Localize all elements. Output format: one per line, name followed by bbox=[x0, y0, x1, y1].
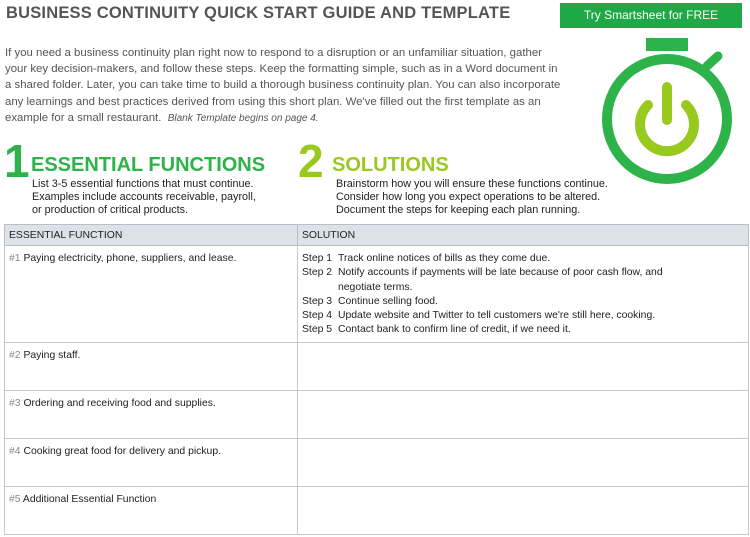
page-title: BUSINESS CONTINUITY QUICK START GUIDE AND TEMPLATE bbox=[6, 4, 511, 22]
step-label: Step 5 bbox=[302, 324, 333, 336]
table-row bbox=[5, 439, 749, 487]
step-text: Track online notices of bills as they come due. bbox=[338, 253, 551, 264]
table-row bbox=[5, 487, 749, 535]
table-row bbox=[5, 246, 749, 343]
function-text: Paying staff. bbox=[23, 350, 81, 361]
function-text: Additional Essential Function bbox=[22, 494, 157, 505]
step-label: Step 2 bbox=[302, 267, 333, 279]
header-solution: SOLUTION bbox=[298, 225, 749, 246]
continuity-table bbox=[4, 224, 749, 535]
intro-note: Blank Template begins on page 4. bbox=[167, 112, 319, 124]
solution-cell[interactable] bbox=[298, 343, 749, 391]
solution-cell[interactable] bbox=[298, 246, 749, 343]
step-text: Continue selling food. bbox=[338, 295, 438, 307]
row-number: #2 bbox=[9, 350, 21, 361]
step-label: Step 4 bbox=[302, 310, 333, 322]
table-row bbox=[5, 391, 749, 439]
power-stopwatch-icon bbox=[598, 36, 748, 186]
step-text: Contact bank to confirm line of credit, if we need it. bbox=[338, 324, 571, 336]
section-2-number: 2 bbox=[298, 135, 324, 187]
solution-step bbox=[302, 295, 744, 309]
solution-cell[interactable] bbox=[298, 391, 749, 439]
solution-cell[interactable] bbox=[298, 487, 749, 535]
solution-step bbox=[302, 266, 744, 295]
intro-paragraph bbox=[5, 45, 565, 127]
function-cell[interactable] bbox=[5, 487, 298, 535]
function-text: Paying electricity, phone, suppliers, and lease. bbox=[23, 253, 237, 264]
section-1-number: 1 bbox=[4, 135, 30, 187]
solution-step bbox=[302, 323, 744, 337]
solution-step bbox=[302, 252, 744, 266]
function-text: Ordering and receiving food and supplies. bbox=[23, 398, 216, 409]
step-text: Notify accounts if payments will be late because of poor cash flow, and negotiate terms. bbox=[338, 267, 663, 293]
section-2-description: Brainstorm how you will ensure these functions continue. Consider how long you expect operations to be altered. Document the steps for keeping each plan running. bbox=[336, 178, 608, 216]
row-number: #4 bbox=[9, 446, 21, 457]
row-number: #3 bbox=[9, 398, 21, 409]
intro-text: If you need a business continuity plan right now to respond to a disruption or an unfamiliar situation, gather your key decision-makers, and follow these steps. Keep the formatting simple, such as in a Word document in a shared folder. Later, you can take time to build a thorough business continuity plan. You can also incorporate any learnings and best practices derived from using this short plan. We've filled out the first template as an example for a small restaurant. bbox=[5, 47, 561, 124]
function-cell[interactable] bbox=[5, 246, 298, 343]
section-1-description: List 3-5 essential functions that must continue. Examples include accounts receivable, payroll, or production of critical products. bbox=[32, 178, 256, 216]
step-text: Update website and Twitter to tell customers we're still here, cooking. bbox=[338, 310, 656, 322]
table-row bbox=[5, 343, 749, 391]
function-text: Cooking great food for delivery and pickup. bbox=[23, 446, 221, 457]
header-essential-function: ESSENTIAL FUNCTION bbox=[5, 225, 298, 246]
table-header-row bbox=[5, 225, 749, 246]
row-number: #1 bbox=[9, 253, 21, 264]
step-label: Step 3 bbox=[302, 295, 333, 307]
function-cell[interactable] bbox=[5, 343, 298, 391]
function-cell[interactable] bbox=[5, 391, 298, 439]
section-1-title: ESSENTIAL FUNCTIONS bbox=[31, 154, 266, 176]
solution-step bbox=[302, 309, 744, 323]
step-label: Step 1 bbox=[302, 253, 333, 264]
solution-cell[interactable] bbox=[298, 439, 749, 487]
try-smartsheet-button[interactable]: Try Smartsheet for FREE bbox=[560, 3, 742, 28]
row-number: #5 bbox=[9, 494, 21, 505]
function-cell[interactable] bbox=[5, 439, 298, 487]
section-2-title: SOLUTIONS bbox=[332, 154, 449, 176]
